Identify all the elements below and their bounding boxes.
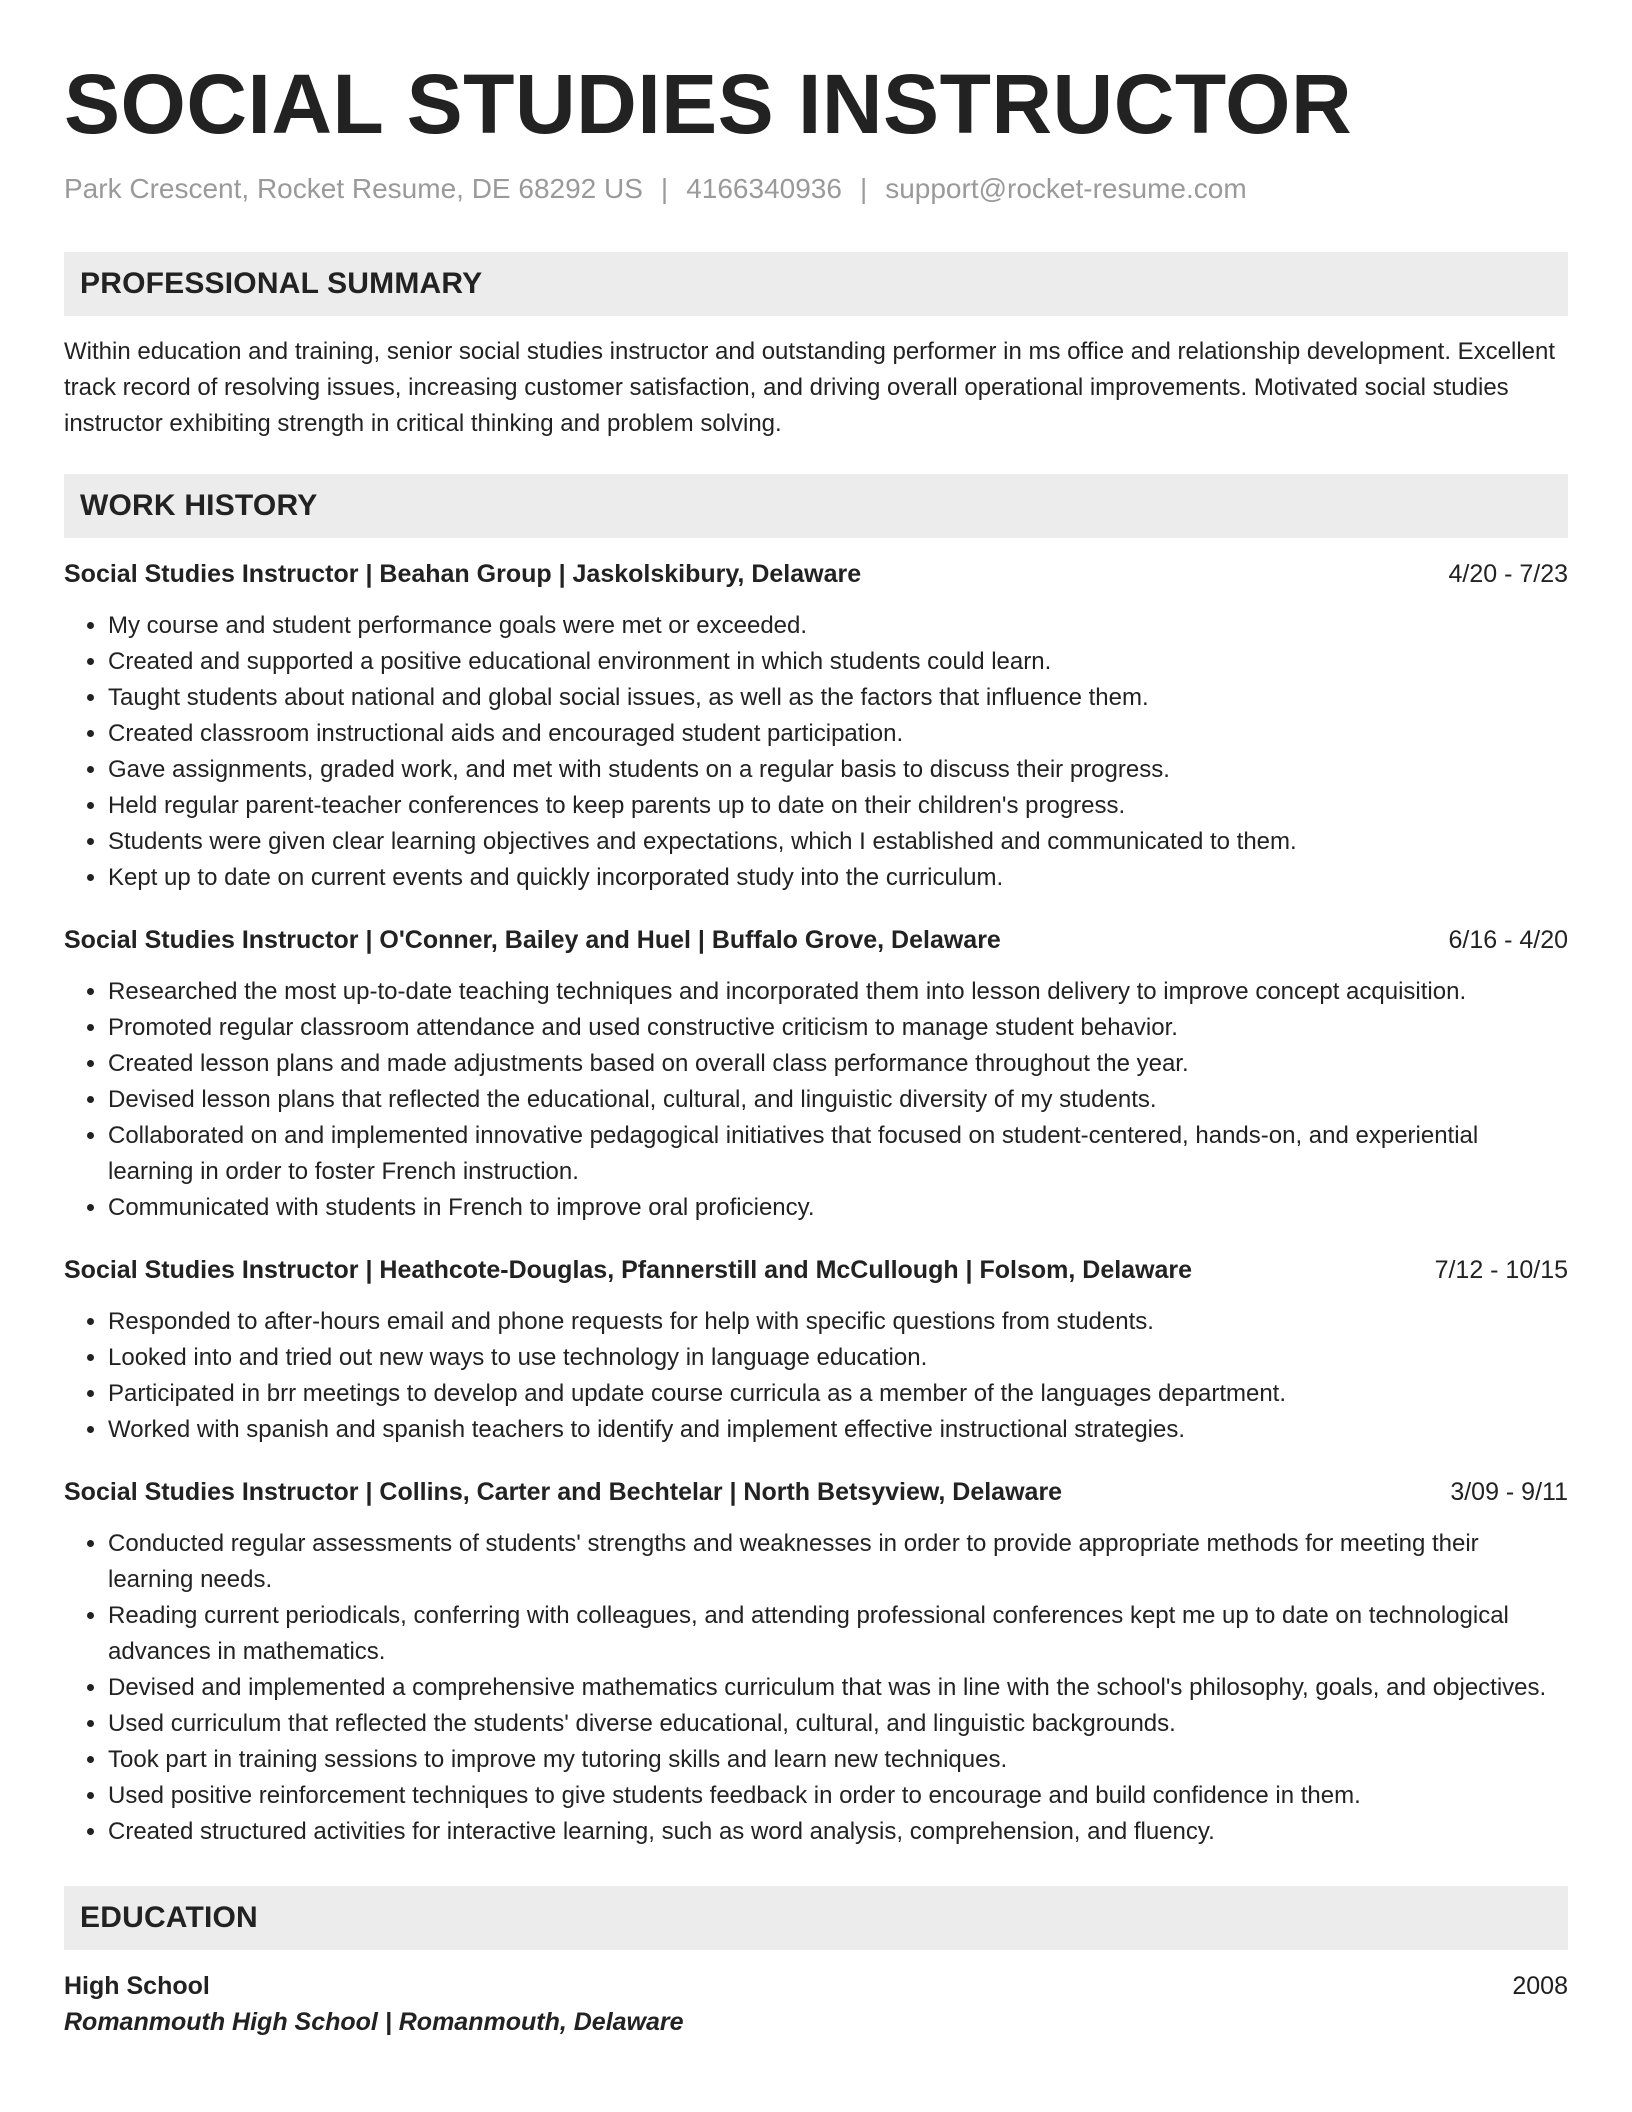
job-bullet: • Responded to after-hours email and phone requests for help with specific questions from students. (108, 1304, 1568, 1340)
contact-separator: | (859, 173, 868, 204)
summary-heading: PROFESSIONAL SUMMARY (64, 252, 1568, 316)
job-dates: 7/12 - 10/15 (1434, 1256, 1568, 1284)
job-bullet: • Participated in brr meetings to develop and update course curricula as a member of the languages department. (108, 1376, 1568, 1412)
job-bullet: • Students were given clear learning objectives and expectations, which I established and communicated to them. (108, 824, 1568, 860)
summary-text: Within education and training, senior social studies instructor and outstanding performer in ms office and relationship development. Excellent track record of resolving issues, increasing customer satisfaction, and driving overall operational improvements. Motivated social studies instructor exhibiting strength in critical thinking and problem solving. (64, 338, 1556, 437)
job-entry (64, 556, 1568, 896)
contact-address: Park Crescent, Rocket Resume, DE 68292 US (64, 173, 643, 204)
job-bullet: • Devised lesson plans that reflected the educational, cultural, and linguistic diversity of my students. (108, 1082, 1568, 1118)
job-entry (64, 922, 1568, 1226)
job-bullet: • Devised and implemented a comprehensive mathematics curriculum that was in line with the school's philosophy, goals, and objectives. (108, 1670, 1568, 1706)
education-school: Romanmouth High School | Romanmouth, Delaware (64, 2008, 684, 2036)
contact-email: support@rocket-resume.com (885, 173, 1247, 204)
job-header (64, 1474, 1568, 1510)
contact-separator: | (660, 173, 669, 204)
job-bullet: • Used curriculum that reflected the students' diverse educational, cultural, and linguistic backgrounds. (108, 1706, 1568, 1742)
job-title: Social Studies Instructor | Heathcote-Douglas, Pfannerstill and McCullough | Folsom, Delaware (64, 1256, 1193, 1284)
job-bullet: • Reading current periodicals, conferring with colleagues, and attending professional conferences kept me up to date on technological advances in mathematics. (108, 1598, 1568, 1670)
contact-phone: 4166340936 (686, 173, 842, 204)
education-entry (64, 1968, 1568, 2004)
job-title: Social Studies Instructor | O'Conner, Bailey and Huel | Buffalo Grove, Delaware (64, 926, 1001, 954)
job-dates: 3/09 - 9/11 (1450, 1478, 1568, 1506)
job-title: Social Studies Instructor | Collins, Carter and Bechtelar | North Betsyview, Delaware (64, 1478, 1063, 1506)
job-bullet: • Took part in training sessions to improve my tutoring skills and learn new techniques. (108, 1742, 1568, 1778)
candidate-name: SOCIAL STUDIES INSTRUCTOR (64, 57, 1353, 151)
job-bullet: • Kept up to date on current events and quickly incorporated study into the curriculum. (108, 860, 1568, 896)
job-bullet: • Conducted regular assessments of students' strengths and weaknesses in order to provide appropriate methods for meeting their learning needs. (108, 1526, 1568, 1598)
job-dates: 6/16 - 4/20 (1448, 926, 1568, 954)
education-heading: EDUCATION (64, 1886, 1568, 1950)
job-entry (64, 1474, 1568, 1850)
job-entry (64, 1252, 1568, 1448)
job-bullets (64, 1304, 1568, 1448)
contact-line (64, 172, 1568, 206)
job-bullets (64, 608, 1568, 896)
work-history-heading: WORK HISTORY (64, 474, 1568, 538)
job-bullet: • Communicated with students in French to improve oral proficiency. (108, 1190, 1568, 1226)
job-bullet: • Created classroom instructional aids and encouraged student participation. (108, 716, 1568, 752)
job-bullet: • Gave assignments, graded work, and met with students on a regular basis to discuss their progress. (108, 752, 1568, 788)
job-bullet: • Created lesson plans and made adjustments based on overall class performance throughout the year. (108, 1046, 1568, 1082)
job-bullet: • Looked into and tried out new ways to use technology in language education. (108, 1340, 1568, 1376)
job-bullets (64, 974, 1568, 1226)
job-bullet: • My course and student performance goals were met or exceeded. (108, 608, 1568, 644)
job-dates: 4/20 - 7/23 (1448, 560, 1568, 588)
job-bullet: • Taught students about national and global social issues, as well as the factors that influence them. (108, 680, 1568, 716)
job-header (64, 922, 1568, 958)
job-bullets (64, 1526, 1568, 1850)
job-bullet: • Held regular parent-teacher conferences to keep parents up to date on their children's progress. (108, 788, 1568, 824)
education-year: 2008 (1512, 1972, 1568, 2000)
job-bullet: • Collaborated on and implemented innovative pedagogical initiatives that focused on student-centered, hands-on, and experiential learning in order to foster French instruction. (108, 1118, 1568, 1190)
job-bullet: • Used positive reinforcement techniques to give students feedback in order to encourage and build confidence in them. (108, 1778, 1568, 1814)
education-degree: High School (64, 1972, 210, 2000)
work-history-list (64, 556, 1568, 1850)
job-bullet: • Researched the most up-to-date teaching techniques and incorporated them into lesson delivery to improve concept acquisition. (108, 974, 1568, 1010)
job-bullet: • Created structured activities for interactive learning, such as word analysis, comprehension, and fluency. (108, 1814, 1568, 1850)
job-bullet: • Worked with spanish and spanish teachers to identify and implement effective instructional strategies. (108, 1412, 1568, 1448)
job-bullet: • Created and supported a positive educational environment in which students could learn. (108, 644, 1568, 680)
job-header (64, 556, 1568, 592)
job-bullet: • Promoted regular classroom attendance and used constructive criticism to manage student behavior. (108, 1010, 1568, 1046)
job-title: Social Studies Instructor | Beahan Group | Jaskolskibury, Delaware (64, 560, 862, 588)
job-header (64, 1252, 1568, 1288)
